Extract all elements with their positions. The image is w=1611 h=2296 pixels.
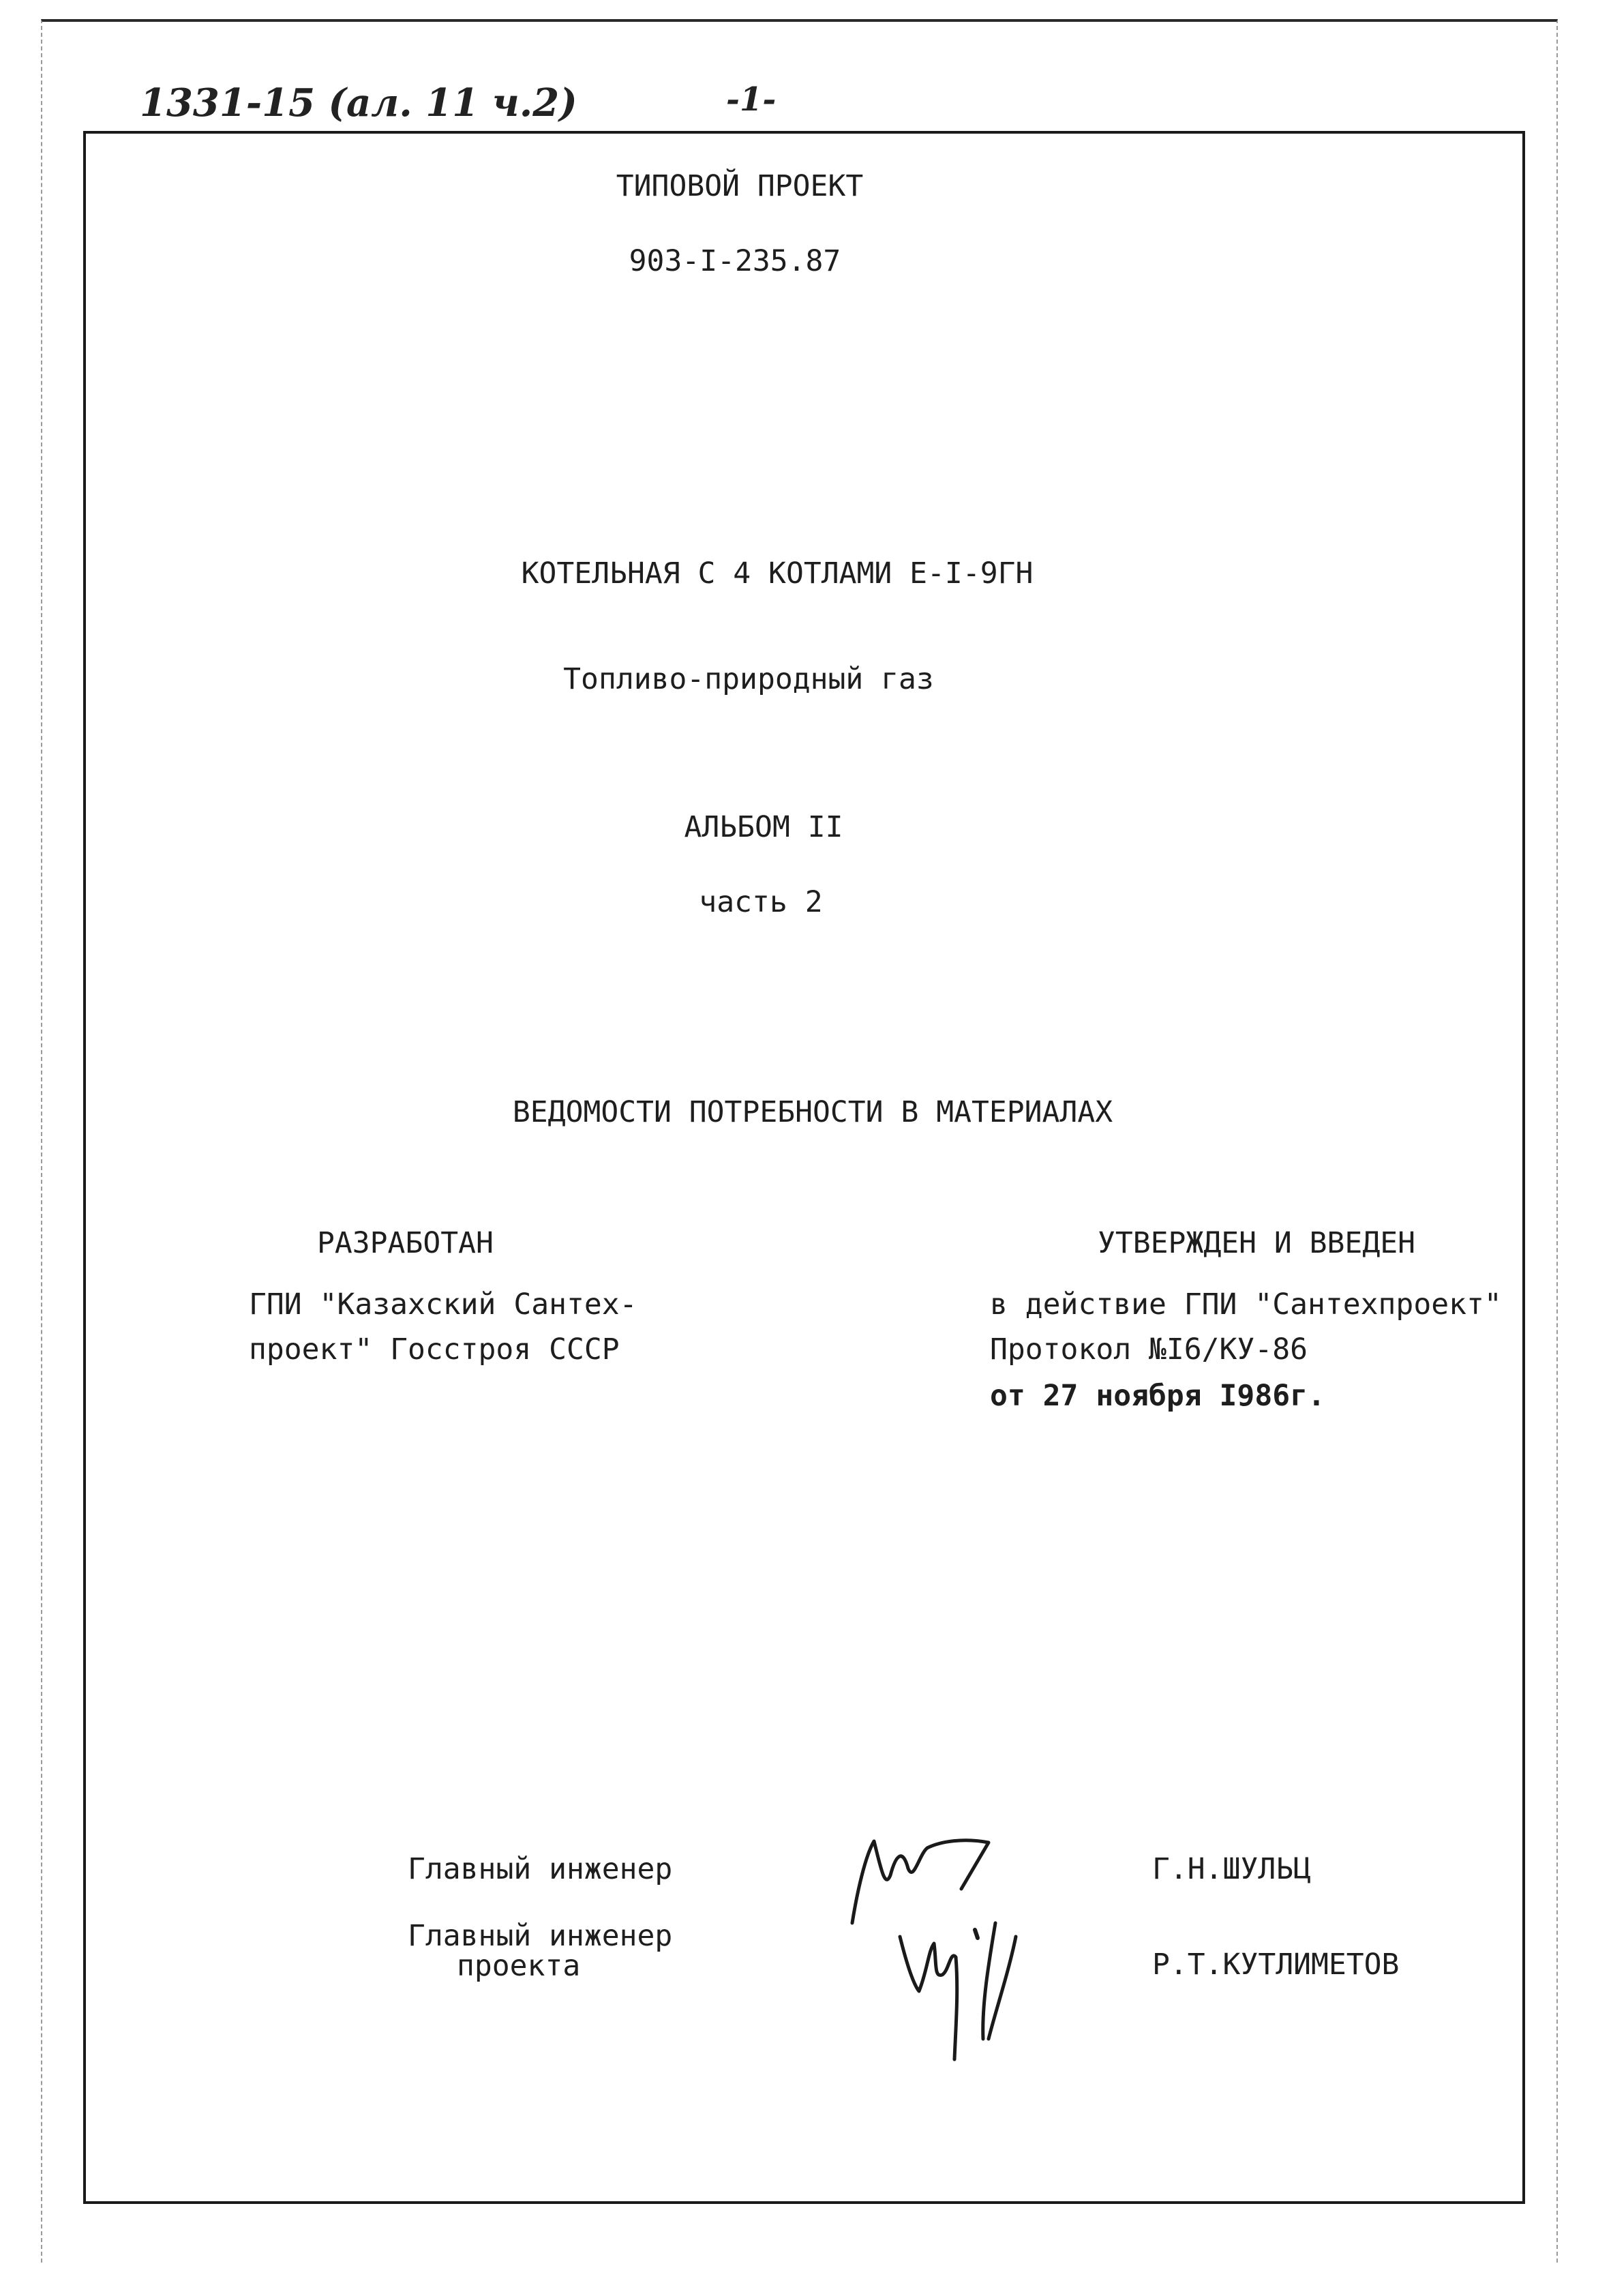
chief-engineer-name: Г.Н.ШУЛЬЦ	[1152, 1852, 1311, 1886]
project-engineer-name: Р.Т.КУТЛИМЕТОВ	[1152, 1948, 1400, 1982]
fuel-type: Топливо-природный газ	[563, 662, 934, 696]
archive-mark: 1331-15 (ал. 11 ч.2)	[140, 80, 577, 125]
developed-heading: РАЗРАБОТАН	[317, 1226, 494, 1260]
doc-type: ТИПОВОЙ ПРОЕКТ	[616, 169, 864, 203]
approved-line1: в действие ГПИ "Сантехпроект"	[990, 1287, 1502, 1322]
developed-org-line2: проект" Госстроя СССР	[249, 1332, 620, 1367]
page-number: -1-	[726, 80, 777, 119]
project-code: 903-I-235.87	[629, 244, 841, 278]
object-name: КОТЕЛЬНАЯ С 4 КОТЛАМИ Е-I-9ГН	[521, 556, 1034, 591]
project-engineer-role-line2: проекта	[457, 1949, 581, 1983]
document-frame	[83, 131, 1525, 2204]
album-part: часть 2	[699, 885, 823, 919]
project-engineer-role-line1: Главный инженер	[408, 1919, 673, 1953]
developed-org-line1: ГПИ "Казахский Сантех-	[249, 1287, 637, 1322]
section-title: ВЕДОМОСТИ ПОТРЕБНОСТИ В МАТЕРИАЛАХ	[512, 1095, 1113, 1129]
approved-protocol: Протокол №I6/КУ-86	[990, 1332, 1308, 1367]
chief-engineer-role: Главный инженер	[408, 1852, 673, 1886]
approved-date: от 27 ноября I986г.	[990, 1379, 1325, 1413]
project-engineer-signature	[893, 1909, 1043, 2066]
approved-heading: УТВЕРЖДЕН И ВВЕДЕН	[1098, 1226, 1415, 1260]
album-number: АЛЬБОМ II	[684, 810, 843, 844]
